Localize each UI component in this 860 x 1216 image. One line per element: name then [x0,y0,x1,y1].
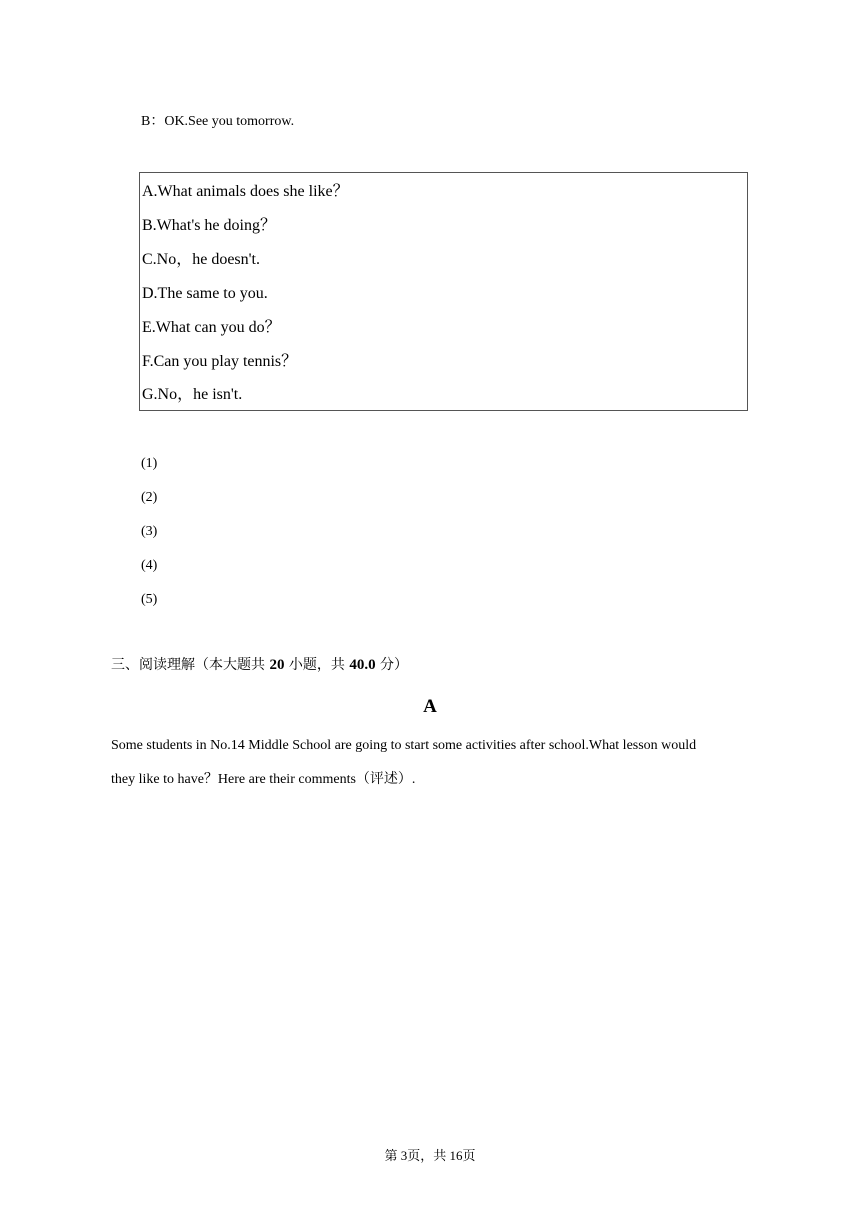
option-b: B.What's he doing？ [142,217,276,234]
answer-blank-2: (2) [141,490,158,505]
option-f: F.Can you play tennis？ [142,353,298,370]
passage-text-line-1: Some students in No.14 Middle School are going to start some activities after school.What lesson would [111,738,697,753]
section-total-score: 40.0 [349,657,376,673]
answer-blank-1: (1) [141,456,158,471]
option-a: A.What animals does she like？ [142,183,349,200]
dialogue-last-line: B：OK.See you tomorrow. [141,114,295,129]
option-c: C.No，he doesn't. [142,251,260,268]
answer-blank-5: (5) [141,592,158,607]
option-g: G.No，he isn't. [142,386,243,403]
option-d: D.The same to you. [142,285,268,302]
page-footer: 第 3页，共 16页 [384,1148,476,1163]
section-heading-middle: 小题，共 [284,657,350,673]
option-e: E.What can you do？ [142,319,281,336]
options-box [139,172,748,411]
passage-title: A [423,696,437,717]
answer-blank-3: (3) [141,524,158,539]
passage-text-line-2: they like to have？Here are their comments（评述）. [111,772,416,787]
section-heading-suffix: 分） [375,657,409,673]
answer-blank-4: (4) [141,558,158,573]
section-heading-prefix: 三、阅读理解（本大题共 [111,657,270,673]
section-question-count: 20 [269,657,285,673]
section-heading [111,655,408,675]
